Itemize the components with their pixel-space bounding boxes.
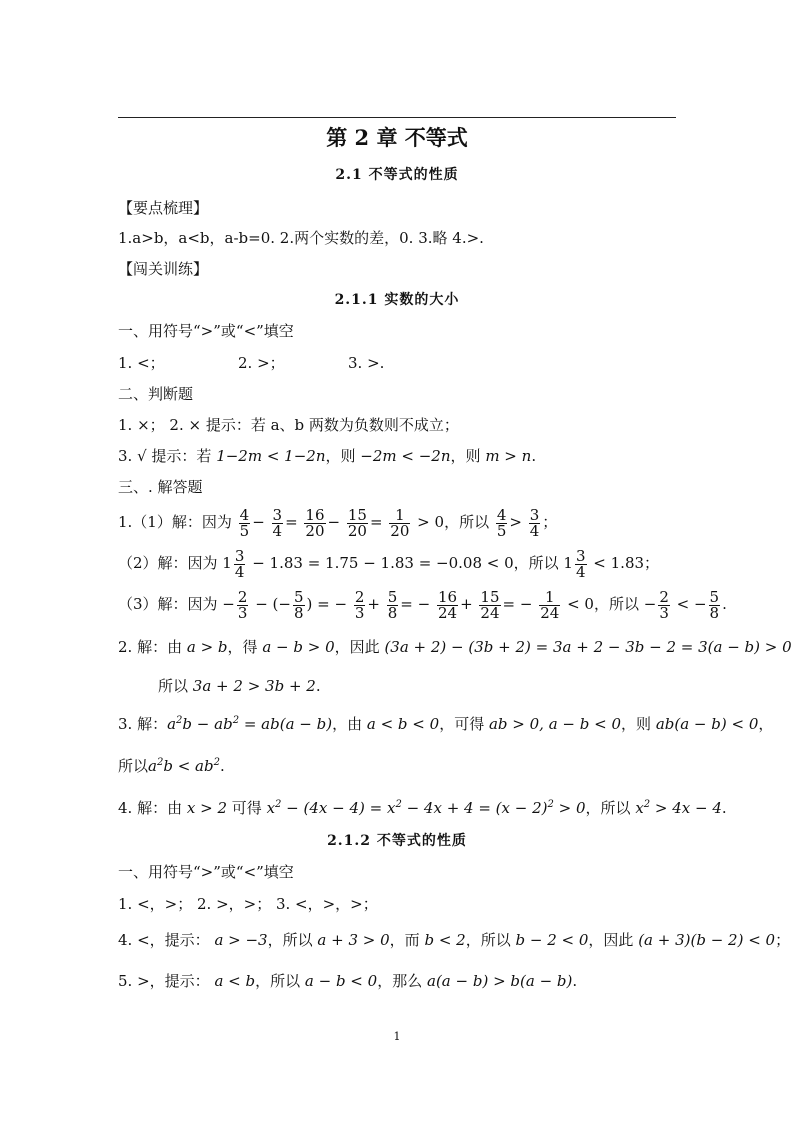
text: 所以 <box>158 677 189 695</box>
solution-1-1: 1.（1）解：因为 $\frac{4}{5}$ − $\frac{3}{4}$ = $\frac{16}{20}$ − $\frac{15}{20}$ = $\frac{1}{20}$ > 0，所以 $\frac{4}{5}$ > $\frac{3}{4}$ ； <box>118 505 558 540</box>
numerator: 15 <box>480 587 500 606</box>
fill-in-heading: 一、用符号“>”或“<”填空 <box>118 322 294 340</box>
text: 4. <，提示： <box>118 931 210 949</box>
denominator: 4 <box>575 562 586 581</box>
numerator: 5 <box>709 587 720 606</box>
text: ，所以 − <box>593 595 657 613</box>
math <box>267 799 586 817</box>
fraction <box>237 587 249 622</box>
math: a < b < 0 <box>366 715 440 733</box>
math: ) = − <box>306 595 348 613</box>
math <box>148 757 220 775</box>
numerator: 16 <box>437 587 458 606</box>
text: . <box>721 799 727 817</box>
math-var: x <box>266 799 276 817</box>
superscript: 2 <box>156 757 164 768</box>
fraction <box>709 587 721 622</box>
fraction <box>234 546 246 581</box>
math: b − 2 < 0 <box>515 931 589 949</box>
math-part: − 4x + 4 = (x − 2) <box>401 799 548 817</box>
math-part: − (4x − 4) = x <box>281 799 396 817</box>
fraction <box>239 505 251 540</box>
math: m > n <box>485 447 532 465</box>
text: 所以 <box>118 757 149 775</box>
fraction <box>437 587 458 622</box>
math: < − <box>676 595 707 613</box>
text: . <box>572 972 578 990</box>
numerator: 15 <box>347 505 367 524</box>
solution-4 <box>118 795 727 818</box>
answer-4 <box>118 930 790 950</box>
fraction <box>496 505 508 540</box>
numerator: 4 <box>239 505 250 524</box>
text: . <box>315 677 321 695</box>
text: . <box>722 595 727 613</box>
fraction <box>539 587 560 622</box>
denominator: 8 <box>709 603 720 622</box>
superscript: 2 <box>213 757 220 768</box>
math: a(a − b) > b(a − b) <box>427 972 573 990</box>
math: (a + 3)(b − 2) < 0 <box>638 931 776 949</box>
text: ； <box>542 513 558 531</box>
text: ，则 <box>621 715 652 733</box>
math: 3a + 2 > 3b + 2 <box>192 677 316 695</box>
math-part: = ab(a − b) <box>239 715 333 733</box>
math: 1−2m < 1−2n <box>216 447 326 465</box>
yaodian-heading: 【要点梳理】 <box>118 199 209 217</box>
denominator: 3 <box>354 603 365 622</box>
math: (3a + 2) − (3b + 2) = 3a + 2 − 3b − 2 = 3(a − b) > 0 <box>384 638 792 656</box>
math-part: b < ab <box>163 757 214 775</box>
text: ，得 <box>227 638 258 656</box>
denominator: 4 <box>234 562 245 581</box>
text: ，因此 <box>588 931 634 949</box>
chapter-title: 第 2 章 不等式 <box>326 125 468 150</box>
fraction <box>293 587 305 622</box>
fraction <box>658 587 670 622</box>
text: ， <box>758 715 774 733</box>
math: a − b < 0 <box>304 972 378 990</box>
section-2-1-2-title: 2.1.2 不等式的性质 <box>327 833 467 849</box>
text: 5. >，提示： <box>118 972 210 990</box>
fraction <box>347 505 368 540</box>
fraction <box>575 546 587 581</box>
math: ab(a − b) < 0 <box>655 715 759 733</box>
text: ，所以 <box>585 799 631 817</box>
numerator: 3 <box>575 546 586 565</box>
text: ，所以 <box>465 931 511 949</box>
superscript: 2 <box>232 715 240 726</box>
yaodian-answers: 1.a>b，a<b，a-b=0. 2.两个实数的差，0. 3.略 4.>. <box>118 229 484 247</box>
section-2-1-title: 2.1 不等式的性质 <box>335 167 459 183</box>
section-2-1-1-title: 2.1.1 实数的大小 <box>334 292 460 308</box>
solution-1-2 <box>118 547 659 580</box>
text: （3）解：因为 − <box>118 595 235 613</box>
math: a > b <box>186 638 228 656</box>
solution-2-conclusion <box>158 676 321 696</box>
math: = − <box>400 595 431 613</box>
solve-heading: 三、. 解答题 <box>118 478 203 496</box>
fill-answer-1: 1. <； <box>118 354 165 372</box>
math <box>635 799 722 817</box>
numerator: 3 <box>529 505 540 524</box>
math-var: x <box>635 799 644 817</box>
judge-answers-1-2: 1. ×； 2. × 提示：若 a、b 两数为负数则不成立； <box>118 416 459 434</box>
math: b < 2 <box>424 931 466 949</box>
math-part: > 4x − 4 <box>650 799 722 817</box>
denominator: 20 <box>347 521 367 540</box>
text: . <box>219 757 225 775</box>
text: 1.（1）解：因为 <box>118 513 232 531</box>
text: 4. 解：由 <box>118 799 183 817</box>
text: ，所以 <box>444 513 490 531</box>
header-rule <box>118 117 676 118</box>
denominator: 20 <box>390 521 410 540</box>
numerator: 3 <box>234 546 245 565</box>
answer-5 <box>118 971 577 991</box>
math: − (− <box>255 595 291 613</box>
denominator: 24 <box>437 603 458 622</box>
fill-answer-3: 3. >. <box>348 354 385 372</box>
fraction <box>304 505 325 540</box>
numerator: 5 <box>293 587 304 606</box>
math: a − b > 0 <box>262 638 335 656</box>
fraction <box>529 505 541 540</box>
math: < 1.83 <box>593 554 645 572</box>
text: ，可得 <box>439 715 485 733</box>
math: − 1.83 = 1.75 − 1.83 = −0.08 < 0 <box>252 554 514 572</box>
chuangguan-heading: 【闯关训练】 <box>118 260 209 278</box>
text: ，那么 <box>377 972 423 990</box>
numerator: 3 <box>272 505 283 524</box>
judge-heading: 二、判断题 <box>118 385 194 403</box>
fraction <box>389 505 410 540</box>
superscript: 2 <box>547 799 554 810</box>
fill-in-answers-1-3: 1. <，>； 2. >，>； 3. <，>，>； <box>118 895 378 913</box>
numerator: 1 <box>539 590 560 606</box>
text: 2. 解：由 <box>118 638 183 656</box>
denominator: 3 <box>659 603 669 622</box>
denominator: 4 <box>272 521 283 540</box>
text: ，则 <box>450 447 481 465</box>
solution-1-3: （3）解：因为 − $\frac{2}{3}$ − (− $\frac{5}{8}$ ) = − $\frac{2}{3}$ + $\frac{5}{8}$ = − $\frac{16}{24}$ + $\frac{15}{24}$ = − $\frac{1}{24}$ < 0，所以 − $\frac{2}{3}$ < − $\frac{5}{8}$ . <box>118 587 727 622</box>
numerator: 1 <box>389 508 410 524</box>
solution-3 <box>118 711 773 734</box>
fraction <box>479 587 500 622</box>
math-part: b − ab <box>182 715 233 733</box>
math: + <box>367 595 380 613</box>
math: ab > 0, a − b < 0 <box>488 715 622 733</box>
solution-3-conclusion <box>118 753 225 776</box>
text: 3. √ 提示：若 <box>118 447 212 465</box>
math-part: > 0 <box>553 799 586 817</box>
superscript: 2 <box>176 715 183 726</box>
judge-answer-3 <box>118 446 536 466</box>
math: −2m < −2n <box>360 447 451 465</box>
text: （2）解：因为 1 <box>118 554 232 572</box>
math: < 0 <box>567 595 594 613</box>
text: ，所以 <box>267 931 313 949</box>
math: a > −3 <box>214 931 268 949</box>
math-var: a <box>167 715 177 733</box>
page-number: 1 <box>393 1030 401 1043</box>
fraction <box>354 587 366 622</box>
denominator: 24 <box>480 603 500 622</box>
math: a < b <box>214 972 256 990</box>
math <box>167 715 332 733</box>
denominator: 24 <box>540 603 560 622</box>
text: ，所以 <box>255 972 301 990</box>
math-var: a <box>148 757 157 775</box>
denominator: 8 <box>387 603 398 622</box>
text: ，由 <box>332 715 363 733</box>
math: > 0 <box>417 513 445 531</box>
text: ，所以 1 <box>513 554 573 572</box>
superscript: 2 <box>643 799 651 810</box>
math: a + 3 > 0 <box>317 931 390 949</box>
denominator: 4 <box>529 521 540 540</box>
text: ，则 <box>325 447 356 465</box>
text: ，因此 <box>334 638 380 656</box>
fraction <box>272 505 284 540</box>
numerator: 2 <box>659 587 669 606</box>
text: . <box>531 447 537 465</box>
denominator: 5 <box>496 521 507 540</box>
denominator: 5 <box>239 521 250 540</box>
denominator: 3 <box>237 603 248 622</box>
denominator: 8 <box>293 603 304 622</box>
superscript: 2 <box>275 799 282 810</box>
math: = − <box>502 595 533 613</box>
numerator: 4 <box>496 505 507 524</box>
text: ，而 <box>389 931 420 949</box>
numerator: 2 <box>354 587 365 606</box>
numerator: 5 <box>387 587 398 606</box>
denominator: 20 <box>305 521 325 540</box>
fraction <box>387 587 399 622</box>
superscript: 2 <box>395 799 402 810</box>
math: x > 2 <box>186 799 227 817</box>
text: 3. 解： <box>118 715 168 733</box>
solution-2 <box>118 637 792 657</box>
numerator: 16 <box>305 505 325 524</box>
fill-in-heading-2: 一、用符号“>”或“<”填空 <box>118 863 294 881</box>
text: ； <box>644 554 660 572</box>
numerator: 2 <box>237 587 248 606</box>
text: 可得 <box>231 799 262 817</box>
text: ； <box>775 931 791 949</box>
fill-in-answers <box>118 353 385 373</box>
fill-answer-2: 2. >； <box>238 354 285 372</box>
